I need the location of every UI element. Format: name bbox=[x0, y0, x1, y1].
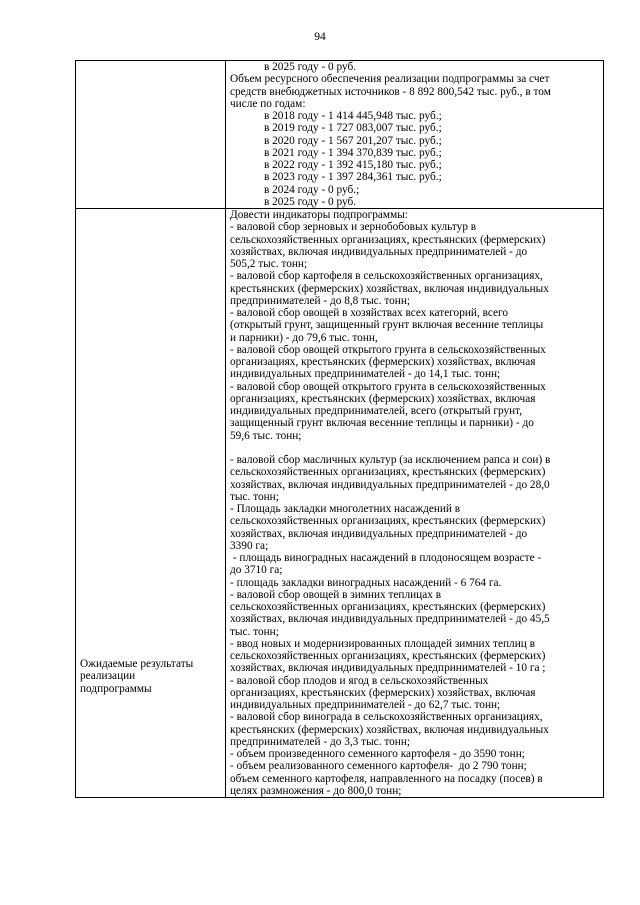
results-line: - площадь закладки виноградных насаждений - 6 764 га. bbox=[230, 576, 502, 589]
results-line: - объем произведенного семенного картофеля - до 3590 тонн; bbox=[230, 748, 525, 760]
results-line: индивидуальных предпринимателей - до 62,7 тыс. тонн; bbox=[230, 699, 501, 711]
funding-line: в 2018 году - 1 414 445,948 тыс. руб.; bbox=[264, 110, 442, 122]
page-number: 94 bbox=[314, 31, 326, 43]
funding-label-cell bbox=[76, 61, 226, 208]
funding-line: Объем ресурсного обеспечения реализации подпрограммы за счет bbox=[230, 73, 550, 86]
funding-line: средств внебюджетных источников - 8 892 800,542 тыс. руб., в том bbox=[230, 85, 551, 98]
results-line: - валовой сбор овощей открытого грунта в сельскохозяйственных bbox=[230, 343, 546, 356]
results-line: индивидуальных предпринимателей, всего (открытый грунт, bbox=[230, 405, 523, 417]
results-line: предпринимателей - до 8,8 тыс. тонн; bbox=[230, 294, 411, 307]
results-line: 59,6 тыс. тонн; bbox=[230, 429, 302, 442]
program-table bbox=[75, 60, 604, 798]
funding-line: в 2022 году - 1 392 415,180 тыс. руб.; bbox=[264, 159, 442, 171]
results-line: хозяйствах, включая индивидуальных предпринимателей - до 28,0 bbox=[230, 478, 550, 491]
funding-line: в 2025 году - 0 руб. bbox=[264, 61, 357, 73]
results-line: - валовой сбор картофеля в сельскохозяйственных организациях, bbox=[230, 270, 543, 283]
results-label bbox=[80, 658, 193, 695]
results-line: - ввод новых и модернизированных площадей зимних теплиц в bbox=[230, 637, 535, 650]
results-line: - Площадь закладки многолетних насаждений в bbox=[230, 503, 461, 515]
results-line: сельскохозяйственных организациях, крестьянских (фермерских) bbox=[230, 650, 546, 662]
results-line: крестьянских (фермерских) хозяйствах, включая индивидуальных bbox=[230, 723, 549, 736]
results-label-cell bbox=[76, 209, 226, 797]
results-label-line: подпрограммы bbox=[80, 682, 152, 695]
results-line: 505,2 тыс. тонн; bbox=[230, 258, 308, 270]
results-line: организациях, крестьянских (фермерских) хозяйствах, включая bbox=[230, 686, 536, 699]
funding-line: в 2023 году - 1 397 284,361 тыс. руб.; bbox=[264, 171, 442, 184]
funding-line: в 2021 году - 1 394 370,839 тыс. руб.; bbox=[264, 146, 442, 159]
results-line: индивидуальных предпринимателей - до 14,1 тыс. тонн; bbox=[230, 368, 501, 381]
results-line: сельскохозяйственных организациях, крестьянских (фермерских) bbox=[230, 233, 546, 246]
results-line: сельскохозяйственных организациях, крестьянских (фермерских) bbox=[230, 601, 546, 613]
results-line: предпринимателей - до 3,3 тыс. тонн; bbox=[230, 735, 411, 748]
results-line: объем семенного картофеля, направленного на посадку (посев) в bbox=[230, 772, 543, 785]
results-line: тыс. тонн; bbox=[230, 625, 279, 638]
results-text-cell bbox=[226, 209, 604, 797]
results-line: (открытый грунт, защищенный грунт включая весенние теплицы bbox=[230, 319, 544, 332]
results-line: сельскохозяйственных организациях, крестьянских (фермерских) bbox=[230, 515, 546, 528]
funding-row bbox=[76, 61, 604, 209]
results-line: и парники) - до 79,6 тыс. тонн, bbox=[230, 331, 378, 344]
results-line: - валовой сбор овощей в зимних теплицах в bbox=[230, 588, 442, 601]
results-line: Довести индикаторы подпрограммы: bbox=[230, 209, 408, 221]
results-line: - площадь виноградных насаждений в плодоносящем возрасте - bbox=[230, 552, 542, 564]
results-line: - валовой сбор овощей в хозяйствах всех категорий, всего bbox=[230, 307, 509, 319]
results-line: до 3710 га; bbox=[230, 564, 283, 577]
funding-text-cell bbox=[226, 61, 604, 208]
results-line: - валовой сбор плодов и ягод в сельскохозяйственных bbox=[230, 674, 489, 687]
funding-line: числе по годам: bbox=[230, 97, 306, 110]
results-line: - валовой сбор винограда в сельскохозяйственных организациях, bbox=[230, 711, 543, 724]
results-line: - валовой сбор зерновых и зернобобовых культур в bbox=[230, 221, 477, 234]
results-line: - объем реализованного семенного картофеля- до 2 790 тонн; bbox=[230, 760, 527, 773]
results-line: защищенный грунт включая весенние теплицы и парники) - до bbox=[230, 417, 534, 430]
results-line: - валовой сбор овощей открытого грунта в сельскохозяйственных bbox=[230, 380, 546, 393]
results-blank-line bbox=[230, 442, 599, 454]
funding-line: в 2025 году - 0 руб. bbox=[264, 195, 357, 208]
funding-line: в 2024 году - 0 руб.; bbox=[264, 183, 360, 196]
results-line: тыс. тонн; bbox=[230, 490, 279, 503]
results-line: крестьянских (фермерских) хозяйствах, включая индивидуальных bbox=[230, 282, 549, 295]
funding-line: в 2020 году - 1 567 201,207 тыс. руб.; bbox=[264, 134, 442, 147]
results-line: организациях, крестьянских (фермерских) хозяйствах, включая bbox=[230, 356, 536, 368]
results-row bbox=[76, 209, 604, 798]
results-label-line: реализации bbox=[80, 670, 136, 683]
funding-line: в 2019 году - 1 727 083,007 тыс. руб.; bbox=[264, 122, 442, 135]
results-line: хозяйствах, включая индивидуальных предпринимателей - 10 га ; bbox=[230, 662, 546, 675]
results-line: целях размножения - до 800,0 тонн; bbox=[230, 784, 402, 797]
results-line: организациях, крестьянских (фермерских) хозяйствах, включая bbox=[230, 392, 536, 405]
results-line: 3390 га; bbox=[230, 539, 269, 552]
results-line: хозяйствах, включая индивидуальных предпринимателей - до 45,5 bbox=[230, 613, 550, 626]
results-label-line: Ожидаемые результаты bbox=[80, 658, 194, 670]
results-line: - валовой сбор масличных культур (за исключением рапса и сои) в bbox=[230, 454, 551, 466]
results-line: хозяйствах, включая индивидуальных предпринимателей - до bbox=[230, 527, 528, 540]
results-line: сельскохозяйственных организациях, крестьянских (фермерских) bbox=[230, 466, 546, 479]
results-line: хозяйствах, включая индивидуальных предпринимателей - до bbox=[230, 245, 528, 258]
